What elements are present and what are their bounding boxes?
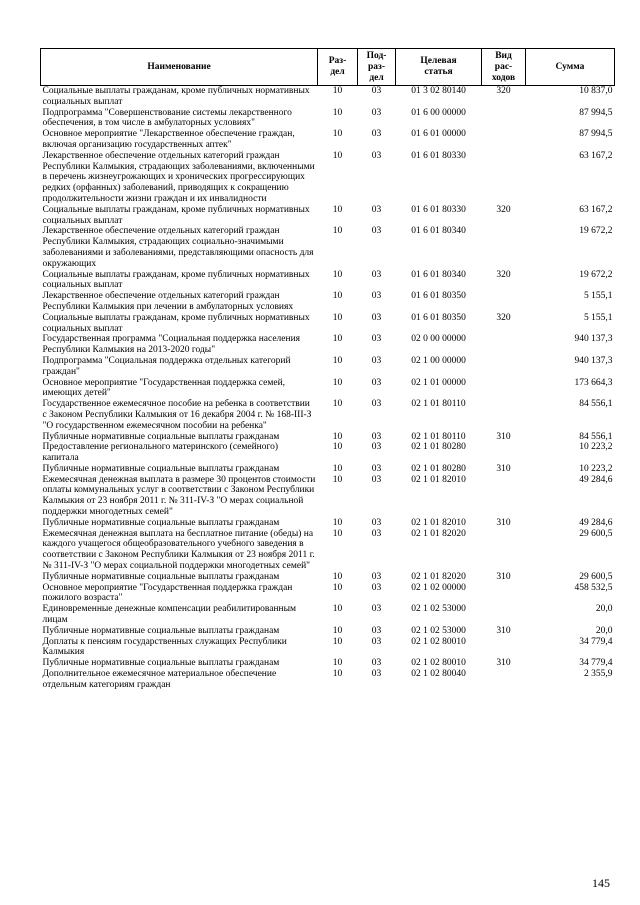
- table-row: [41, 637, 615, 659]
- row-vid: 320: [496, 312, 511, 323]
- row-razdel: 10: [332, 291, 343, 302]
- row-summa: 5 155,1: [584, 291, 613, 302]
- row-summa: 63 167,2: [579, 204, 613, 215]
- row-razdel: 10: [332, 636, 343, 647]
- row-name: Доплаты к пенсиям государственных служащих Республики Калмыкия: [42, 636, 287, 658]
- row-podrazdel: 03: [371, 86, 382, 96]
- row-statya: 02 1 02 80010: [411, 636, 466, 647]
- row-summa: 34 779,4: [579, 658, 613, 669]
- row-razdel: 10: [332, 463, 343, 474]
- row-summa: 20,0: [595, 604, 613, 615]
- row-razdel: 10: [332, 658, 343, 669]
- row-statya: 02 1 01 80110: [411, 431, 466, 442]
- row-podrazdel: 03: [371, 604, 382, 615]
- row-razdel: 10: [332, 107, 343, 118]
- row-razdel: 10: [332, 582, 343, 593]
- row-summa: 63 167,2: [579, 150, 613, 161]
- row-vid: 310: [496, 571, 511, 582]
- table-row: [41, 669, 615, 691]
- row-statya: 02 1 01 82020: [411, 571, 466, 582]
- header-name: Наименование: [41, 49, 318, 86]
- table-row: [41, 86, 615, 108]
- row-podrazdel: 03: [371, 669, 382, 680]
- row-name: Ежемесячная денежная выплата в размере 30 процентов стоимости оплаты коммунальных услуг в соответствии с Законом Республики Калмыкия от 23 ноября 2011 г. № 311-IV-З "О мерах социальной поддержки многодетных семей": [42, 474, 316, 518]
- row-razdel: 10: [332, 269, 343, 280]
- row-statya: 02 1 01 82010: [411, 517, 466, 528]
- row-podrazdel: 03: [371, 431, 382, 442]
- row-podrazdel: 03: [371, 517, 382, 528]
- row-statya: 01 6 01 80350: [411, 291, 466, 302]
- table-row: [41, 205, 615, 227]
- table-row: [41, 658, 615, 669]
- row-name: Лекарственное обеспечение отдельных категорий граждан Республики Калмыкия при лечении в амбулаторных условиях: [42, 291, 294, 312]
- row-summa: 458 532,5: [574, 582, 613, 593]
- row-razdel: 10: [332, 625, 343, 636]
- row-podrazdel: 03: [371, 204, 382, 215]
- row-vid: [482, 442, 526, 464]
- row-statya: 02 1 02 80040: [411, 669, 466, 680]
- row-statya: 01 3 02 80140: [411, 86, 466, 96]
- budget-table: [40, 48, 615, 691]
- table-row: [41, 334, 615, 356]
- row-vid: [482, 583, 526, 605]
- table-body: [41, 86, 615, 691]
- row-podrazdel: 03: [371, 582, 382, 593]
- row-vid: [482, 529, 526, 572]
- row-vid: [482, 291, 526, 313]
- row-statya: 02 1 02 53000: [411, 604, 466, 615]
- table-row: [41, 626, 615, 637]
- row-vid: 310: [496, 625, 511, 636]
- row-name: Основное мероприятие "Государственная поддержка граждан пожилого возраста": [42, 582, 293, 604]
- row-podrazdel: 03: [371, 226, 382, 237]
- row-podrazdel: 03: [371, 269, 382, 280]
- row-razdel: 10: [332, 312, 343, 323]
- table-row: [41, 572, 615, 583]
- row-summa: 49 284,6: [579, 517, 613, 528]
- row-summa: 34 779,4: [579, 636, 613, 647]
- row-statya: 02 1 00 00000: [411, 355, 466, 366]
- table-row: [41, 432, 615, 443]
- row-statya: 01 6 01 80330: [411, 204, 466, 215]
- row-statya: 01 6 01 00000: [411, 129, 466, 140]
- row-name: Публичные нормативные социальные выплаты гражданам: [42, 517, 280, 528]
- header-statya: Целевая статья: [396, 49, 482, 86]
- row-summa: 940 137,3: [574, 355, 613, 366]
- row-vid: [482, 226, 526, 269]
- row-summa: 10 223,2: [579, 463, 613, 474]
- row-razdel: 10: [332, 474, 343, 485]
- row-razdel: 10: [332, 226, 343, 237]
- row-name: Лекарственное обеспечение отдельных категорий граждан Республики Калмыкия, страдающих социально-значимыми заболеваниями и заболеваниями, представляющими опасность для окружающих: [42, 226, 314, 269]
- row-summa: 29 600,5: [579, 528, 613, 539]
- table-row: [41, 464, 615, 475]
- row-podrazdel: 03: [371, 658, 382, 669]
- row-summa: 940 137,3: [574, 334, 613, 345]
- table-header-row: [41, 49, 615, 86]
- table-row: [41, 226, 615, 269]
- row-name: Социальные выплаты гражданам, кроме публичных нормативных социальных выплат: [42, 86, 310, 107]
- row-podrazdel: 03: [371, 150, 382, 161]
- row-razdel: 10: [332, 571, 343, 582]
- table-row: [41, 313, 615, 335]
- row-statya: 02 1 01 82020: [411, 528, 466, 539]
- row-name: Основное мероприятие "Государственная поддержка семей, имеющих детей": [42, 377, 286, 399]
- row-statya: 02 0 00 00000: [411, 334, 466, 345]
- row-summa: 87 994,5: [579, 129, 613, 140]
- table-row: [41, 518, 615, 529]
- row-podrazdel: 03: [371, 625, 382, 636]
- page-number: 145: [592, 876, 610, 890]
- row-razdel: 10: [332, 334, 343, 345]
- row-name: Основное мероприятие "Лекарственное обеспечение граждан, включая организацию государственных аптек": [42, 129, 295, 150]
- row-summa: 49 284,6: [579, 474, 613, 485]
- row-statya: 02 1 02 53000: [411, 625, 466, 636]
- header-summa: Сумма: [526, 49, 615, 86]
- row-podrazdel: 03: [371, 636, 382, 647]
- row-summa: 84 556,1: [579, 399, 613, 410]
- row-vid: 310: [496, 431, 511, 442]
- row-summa: 19 672,2: [579, 226, 613, 237]
- table-row: [41, 129, 615, 151]
- row-podrazdel: 03: [371, 377, 382, 388]
- row-podrazdel: 03: [371, 528, 382, 539]
- row-name: Ежемесячная денежная выплата на бесплатное питание (обеды) на каждого учащегося общеобразовательного учебного заведения в соответствии с Законом Республики Калмыкия от 23 ноября 2011 г. № 311-IV-З "О мерах социальной поддержки многодетных семей": [42, 528, 315, 572]
- header-vid: Вид рас- ходов: [482, 49, 526, 86]
- row-razdel: 10: [332, 669, 343, 680]
- row-summa: 29 600,5: [579, 571, 613, 582]
- row-vid: [482, 475, 526, 518]
- row-podrazdel: 03: [371, 107, 382, 118]
- row-podrazdel: 03: [371, 571, 382, 582]
- row-razdel: 10: [332, 377, 343, 388]
- row-vid: [482, 108, 526, 130]
- row-statya: 02 1 01 80110: [411, 399, 466, 410]
- row-vid: 310: [496, 463, 511, 474]
- row-statya: 02 1 02 80010: [411, 658, 466, 669]
- row-razdel: 10: [332, 528, 343, 539]
- row-name: Подпрограмма "Социальная поддержка отдельных категорий граждан": [42, 355, 291, 377]
- row-vid: 320: [496, 269, 511, 280]
- row-podrazdel: 03: [371, 291, 382, 302]
- row-podrazdel: 03: [371, 474, 382, 485]
- table-row: [41, 356, 615, 378]
- row-podrazdel: 03: [371, 334, 382, 345]
- row-razdel: 10: [332, 355, 343, 366]
- header-razdel: Раз- дел: [318, 49, 358, 86]
- row-vid: [482, 399, 526, 431]
- table-row: [41, 475, 615, 518]
- row-name: Публичные нормативные социальные выплаты гражданам: [42, 571, 280, 582]
- table-row: [41, 270, 615, 292]
- row-vid: 320: [496, 86, 511, 96]
- row-podrazdel: 03: [371, 355, 382, 366]
- row-vid: 320: [496, 204, 511, 215]
- row-razdel: 10: [332, 86, 343, 96]
- row-name: Социальные выплаты гражданам, кроме публичных нормативных социальных выплат: [42, 269, 310, 291]
- row-vid: [482, 151, 526, 205]
- row-podrazdel: 03: [371, 399, 382, 410]
- row-name: Публичные нормативные социальные выплаты гражданам: [42, 658, 280, 669]
- header-podrazdel: Под- раз- дел: [358, 49, 396, 86]
- document-page: [40, 48, 614, 691]
- row-vid: [482, 637, 526, 659]
- row-razdel: 10: [332, 517, 343, 528]
- row-name: Предоставление регионального материнского (семейного) капитала: [42, 442, 279, 464]
- row-vid: [482, 378, 526, 400]
- row-statya: 02 1 01 82010: [411, 474, 466, 485]
- row-name: Социальные выплаты гражданам, кроме публичных нормативных социальных выплат: [42, 204, 310, 226]
- table-row: [41, 108, 615, 130]
- row-vid: [482, 669, 526, 691]
- row-name: Публичные нормативные социальные выплаты гражданам: [42, 625, 280, 636]
- row-statya: 02 1 01 80280: [411, 463, 466, 474]
- row-vid: [482, 129, 526, 151]
- table-row: [41, 604, 615, 626]
- row-podrazdel: 03: [371, 312, 382, 323]
- row-name: Единовременные денежные компенсации реабилитированным лицам: [42, 604, 297, 626]
- row-summa: 2 355,9: [584, 669, 613, 680]
- row-summa: 5 155,1: [584, 312, 613, 323]
- row-statya: 01 6 00 00000: [411, 107, 466, 118]
- table-row: [41, 583, 615, 605]
- row-summa: 10 223,2: [579, 442, 613, 453]
- table-row: [41, 378, 615, 400]
- table-row: [41, 151, 615, 205]
- row-statya: 01 6 01 80330: [411, 150, 466, 161]
- row-summa: 84 556,1: [579, 431, 613, 442]
- row-statya: 01 6 01 80340: [411, 226, 466, 237]
- row-podrazdel: 03: [371, 463, 382, 474]
- row-statya: 01 6 01 80340: [411, 269, 466, 280]
- row-statya: 02 1 02 00000: [411, 582, 466, 593]
- row-name: Государственная программа "Социальная поддержка населения Республики Калмыкия на 2013-2020 годы": [42, 334, 301, 356]
- row-summa: 20,0: [595, 625, 613, 636]
- row-razdel: 10: [332, 604, 343, 615]
- row-razdel: 10: [332, 442, 343, 453]
- row-podrazdel: 03: [371, 442, 382, 453]
- table-row: [41, 529, 615, 572]
- row-summa: 87 994,5: [579, 107, 613, 118]
- row-name: Государственное ежемесячное пособие на ребенка в соответствии с Законом Республики Калмыкия от 16 декабря 2004 г. № 168-III-З "О государственном ежемесячном пособии на ребенка": [42, 399, 312, 431]
- row-statya: 02 1 01 00000: [411, 377, 466, 388]
- row-summa: 10 837,0: [579, 86, 613, 96]
- row-razdel: 10: [332, 150, 343, 161]
- row-razdel: 10: [332, 431, 343, 442]
- row-razdel: 10: [332, 399, 343, 410]
- row-vid: 310: [496, 517, 511, 528]
- row-statya: 01 6 01 80350: [411, 312, 466, 323]
- row-summa: 173 664,3: [574, 377, 613, 388]
- row-podrazdel: 03: [371, 129, 382, 140]
- row-vid: [482, 604, 526, 626]
- table-row: [41, 291, 615, 313]
- row-name: Подпрограмма "Совершенствование системы лекарственного обеспечения, в том числе в амбулаторных условиях": [42, 107, 292, 129]
- row-vid: 310: [496, 658, 511, 669]
- row-statya: 02 1 01 80280: [411, 442, 466, 453]
- row-razdel: 10: [332, 129, 343, 140]
- row-name: Публичные нормативные социальные выплаты гражданам: [42, 431, 280, 442]
- row-name: Социальные выплаты гражданам, кроме публичных нормативных социальных выплат: [42, 312, 310, 334]
- row-name: Лекарственное обеспечение отдельных категорий граждан Республики Калмыкия, страдающих заболеваниями, включенными в перечень жизнеугрожающих и хронических прогрессирующих редких (орфанных) заболеваний, приводящих к сокращению продолжительности жизни граждан и их инвалидности: [42, 150, 315, 204]
- table-row: [41, 399, 615, 431]
- row-summa: 19 672,2: [579, 269, 613, 280]
- row-vid: [482, 356, 526, 378]
- row-razdel: 10: [332, 204, 343, 215]
- row-name: Дополнительное ежемесячное материальное обеспечение отдельным категориям граждан: [42, 669, 277, 690]
- row-name: Публичные нормативные социальные выплаты гражданам: [42, 463, 280, 474]
- table-row: [41, 442, 615, 464]
- row-vid: [482, 334, 526, 356]
